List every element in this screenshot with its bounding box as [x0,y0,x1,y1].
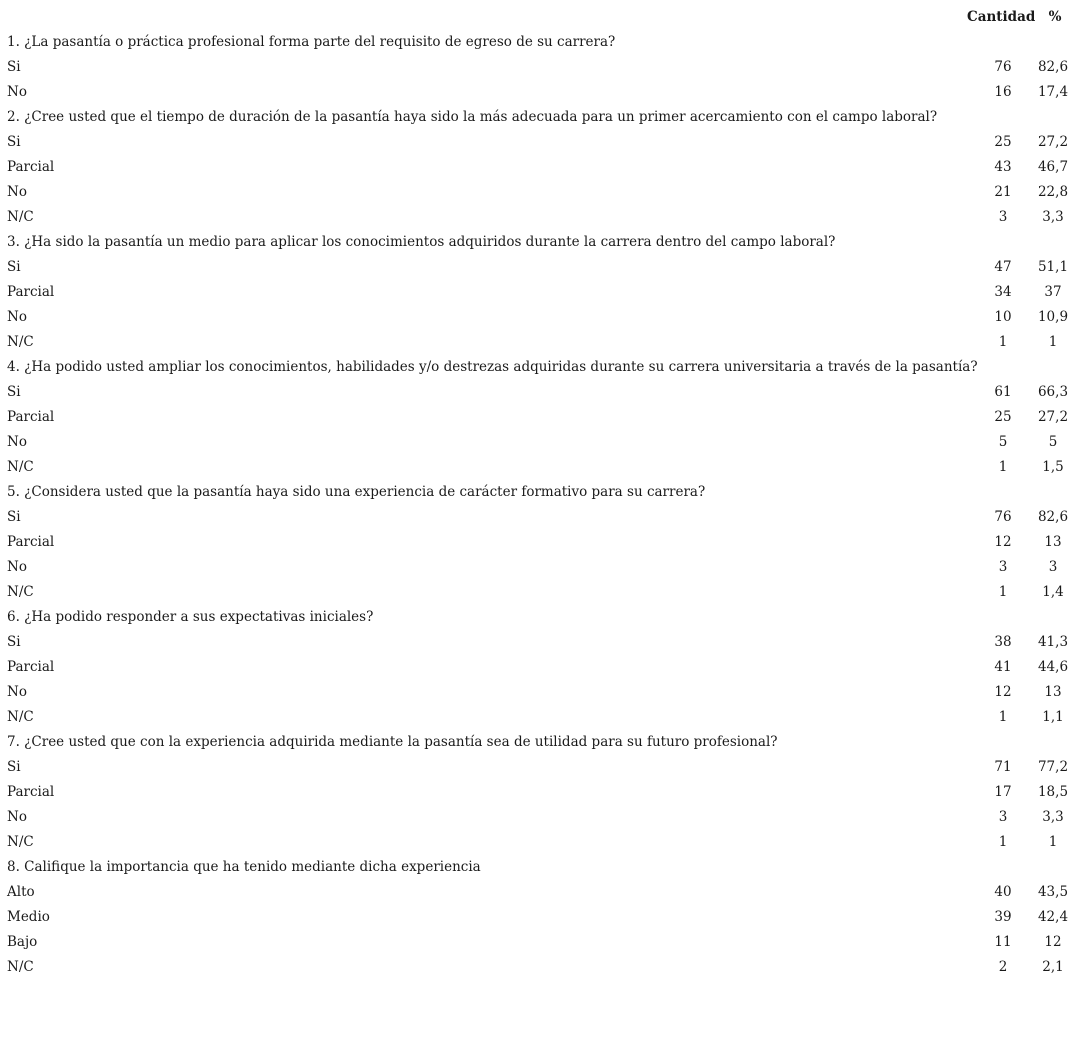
answer-row [3,330,1075,355]
answer-row [3,630,1075,655]
answer-label: Si [7,134,21,150]
answer-row [3,455,1075,480]
answer-percent: 5 [1048,434,1058,450]
answer-percent: 42,4 [1037,909,1069,925]
answer-label: N/C [7,209,34,225]
answer-percent: 51,1 [1037,259,1069,275]
table-header-row [3,5,1075,30]
answer-count: 3 [998,209,1008,225]
answer-row [3,655,1075,680]
answer-label: Parcial [7,284,55,300]
answer-label: No [7,309,27,325]
answer-count: 21 [994,184,1012,200]
answer-count: 38 [994,634,1012,650]
answer-count: 17 [994,784,1012,800]
answer-count: 12 [994,684,1012,700]
answer-label: No [7,559,27,575]
answer-label: Parcial [7,534,55,550]
answer-percent: 82,6 [1037,59,1069,75]
answer-percent: 1,5 [1042,459,1064,475]
answer-count: 5 [998,434,1008,450]
answer-row [3,130,1075,155]
answer-percent: 3 [1048,559,1058,575]
answer-count: 2 [998,959,1008,975]
answer-label: N/C [7,584,34,600]
answer-label: Parcial [7,159,55,175]
answer-label: Alto [7,884,35,900]
answer-percent: 37 [1044,284,1062,300]
column-header-percent: % [1048,9,1062,25]
answer-percent: 13 [1044,534,1062,550]
answer-percent: 77,2 [1037,759,1069,775]
question-text: 7. ¿Cree usted que con la experiencia adquirida mediante la pasantía sea de utilidad para su futuro profesional? [7,734,778,750]
answer-row [3,430,1075,455]
answer-count: 39 [994,909,1012,925]
answer-count: 3 [998,809,1008,825]
answer-row [3,205,1075,230]
answer-label: No [7,809,27,825]
answer-label: Si [7,259,21,275]
question-row [3,480,1075,505]
answer-percent: 1,4 [1042,584,1064,600]
answer-label: No [7,684,27,700]
answer-count: 10 [994,309,1012,325]
answer-label: Parcial [7,659,55,675]
answer-label: Si [7,634,21,650]
table-body [3,30,1075,980]
question-row [3,355,1075,380]
answer-label: N/C [7,334,34,350]
answer-row [3,280,1075,305]
answer-row [3,805,1075,830]
answer-row [3,880,1075,905]
answer-percent: 1 [1048,334,1058,350]
question-text: 3. ¿Ha sido la pasantía un medio para aplicar los conocimientos adquiridos durante la carrera dentro del campo laboral? [7,234,836,250]
answer-label: Si [7,509,21,525]
answer-row [3,155,1075,180]
answer-label: Si [7,59,21,75]
question-row [3,605,1075,630]
answer-percent: 27,2 [1037,409,1069,425]
question-row [3,105,1075,130]
answer-percent: 18,5 [1037,784,1069,800]
question-text: 1. ¿La pasantía o práctica profesional forma parte del requisito de egreso de su carrera? [7,34,616,50]
question-row [3,855,1075,880]
answer-row [3,580,1075,605]
answer-row [3,405,1075,430]
answer-count: 41 [994,659,1012,675]
answer-percent: 1 [1048,834,1058,850]
answer-percent: 1,1 [1042,709,1064,725]
question-text: 4. ¿Ha podido usted ampliar los conocimientos, habilidades y/o destrezas adquiridas durante su carrera universitaria a través de la pasantía? [7,359,978,375]
answer-label: Si [7,759,21,775]
answer-percent: 66,3 [1037,384,1069,400]
answer-count: 34 [994,284,1012,300]
answer-label: Si [7,384,21,400]
answer-count: 16 [994,84,1012,100]
answer-count: 1 [998,584,1008,600]
answer-percent: 13 [1044,684,1062,700]
answer-count: 76 [994,59,1012,75]
answer-count: 40 [994,884,1012,900]
answer-label: N/C [7,709,34,725]
answer-label: Medio [7,909,50,925]
answer-row [3,505,1075,530]
answer-percent: 46,7 [1037,159,1069,175]
answer-row [3,255,1075,280]
answer-label: Parcial [7,409,55,425]
question-text: 6. ¿Ha podido responder a sus expectativas iniciales? [7,609,374,625]
answer-count: 76 [994,509,1012,525]
answer-percent: 2,1 [1042,959,1064,975]
answer-count: 25 [994,409,1012,425]
answer-count: 25 [994,134,1012,150]
answer-row [3,905,1075,930]
answer-percent: 10,9 [1037,309,1069,325]
answer-percent: 44,6 [1037,659,1069,675]
answer-row [3,955,1075,980]
answer-count: 61 [994,384,1012,400]
answer-count: 1 [998,459,1008,475]
answer-percent: 12 [1044,934,1062,950]
answer-label: No [7,84,27,100]
answer-count: 1 [998,834,1008,850]
answer-count: 47 [994,259,1012,275]
answer-label: No [7,434,27,450]
answer-row [3,680,1075,705]
answer-percent: 43,5 [1037,884,1069,900]
question-row [3,730,1075,755]
answer-label: N/C [7,834,34,850]
answer-label: No [7,184,27,200]
answer-row [3,55,1075,80]
answer-percent: 3,3 [1042,809,1064,825]
answer-row [3,705,1075,730]
answer-count: 11 [994,934,1012,950]
answer-row [3,305,1075,330]
column-header-cantidad: Cantidad [967,9,1036,25]
answer-row [3,80,1075,105]
answer-row [3,830,1075,855]
answer-percent: 3,3 [1042,209,1064,225]
answer-row [3,780,1075,805]
question-text: 2. ¿Cree usted que el tiempo de duración de la pasantía haya sido la más adecuada para un primer acercamiento con el campo laboral? [7,109,938,125]
answer-row [3,555,1075,580]
answer-percent: 27,2 [1037,134,1069,150]
answer-count: 43 [994,159,1012,175]
answer-label: N/C [7,459,34,475]
question-row [3,230,1075,255]
answer-count: 1 [998,334,1008,350]
answer-row [3,180,1075,205]
answer-count: 12 [994,534,1012,550]
question-row [3,30,1075,55]
question-text: 5. ¿Considera usted que la pasantía haya sido una experiencia de carácter formativo para su carrera? [7,484,706,500]
answer-row [3,380,1075,405]
answer-label: N/C [7,959,34,975]
survey-results-table [3,5,1075,980]
answer-percent: 41,3 [1037,634,1069,650]
answer-row [3,930,1075,955]
answer-percent: 22,8 [1037,184,1069,200]
answer-label: Bajo [7,934,38,950]
question-text: 8. Califique la importancia que ha tenido mediante dicha experiencia [7,859,481,875]
answer-count: 71 [994,759,1012,775]
answer-count: 3 [998,559,1008,575]
answer-percent: 17,4 [1037,84,1069,100]
answer-row [3,755,1075,780]
answer-label: Parcial [7,784,55,800]
answer-row [3,530,1075,555]
answer-percent: 82,6 [1037,509,1069,525]
answer-count: 1 [998,709,1008,725]
